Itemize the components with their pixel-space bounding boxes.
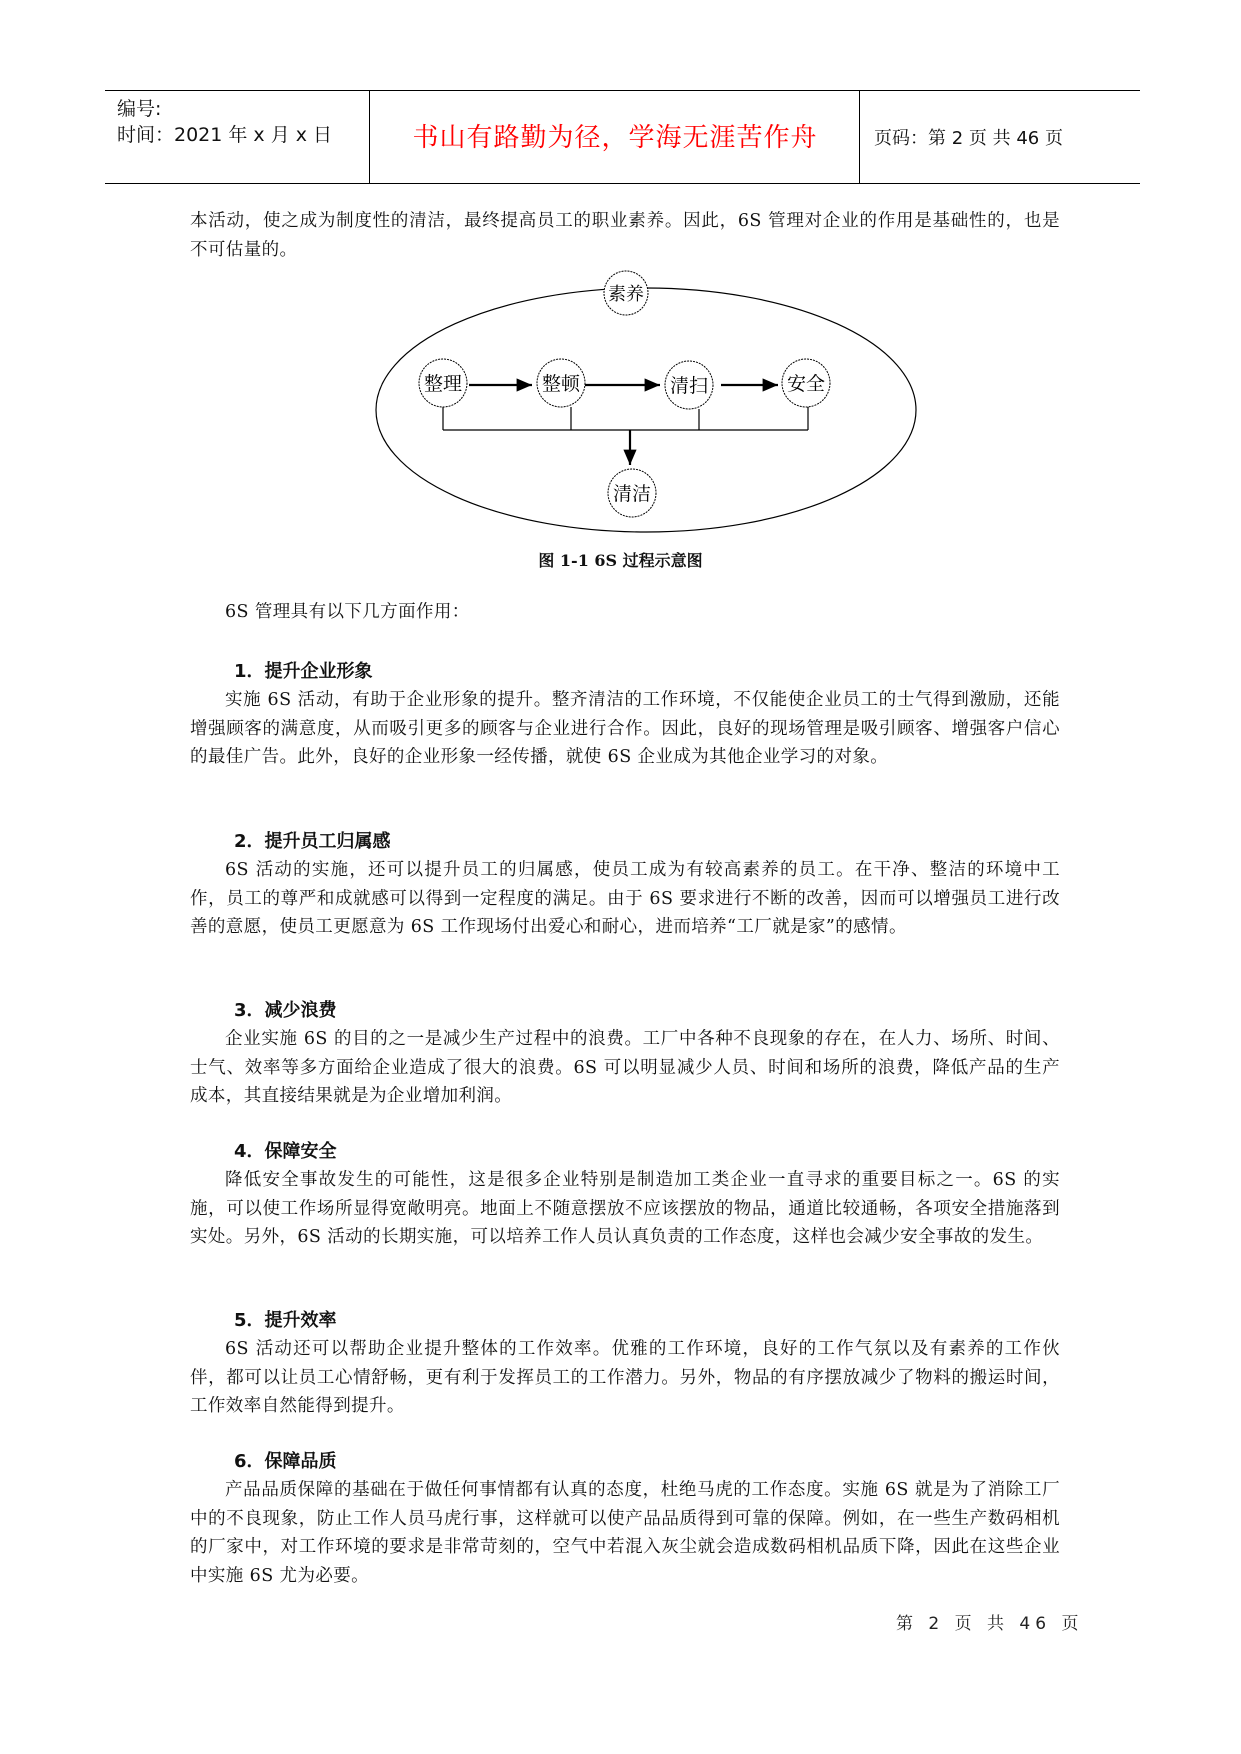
section-body: 6S 活动还可以帮助企业提升整体的工作效率。优雅的工作环境，良好的工作气氛以及有素养的工作伙伴，都可以让员工心情舒畅，更有利于发挥员工的工作潜力。另外，物品的有序摆放减少了物料的搬运时间，工作效率自然能得到提升。 <box>190 1339 1060 1416</box>
section-heading: 5．提升效率 <box>234 1310 337 1331</box>
section-heading: 3．减少浪费 <box>234 1000 337 1021</box>
node-zhengdun <box>537 359 585 407</box>
lead-paragraph: 6S 管理具有以下几方面作用： <box>225 602 470 622</box>
section-body: 降低安全事故发生的可能性，这是很多企业特别是制造加工类企业一直寻求的重要目标之一。6S 的实施，可以使工作场所显得宽敞明亮。地面上不随意摆放不应该摆放的物品，通道比较通畅，各项安全措施落到实处。另外，6S 活动的长期实施，可以培养工作人员认真负责的工作态度，这样也会减少安全事故的发生。 <box>190 1170 1060 1247</box>
section-body: 6S 活动的实施，还可以提升员工的归属感，使员工成为有较高素养的员工。在干净、整洁的环境中工作，员工的尊严和成就感可以得到一定程度的满足。由于 6S 要求进行不断的改善，因而可以增强员工进行改善的意愿，使员工更愿意为 6S 工作现场付出爱心和耐心，进而培养“工厂就是家”的感情。 <box>190 860 1060 937</box>
figure-caption: 图 1-1 6S 过程示意图 <box>538 551 703 570</box>
section-heading: 1．提升企业形象 <box>234 661 373 682</box>
six-s-process-diagram <box>365 265 925 555</box>
section-body: 产品品质保障的基础在于做任何事情都有认真的态度，杜绝马虎的工作态度。实施 6S 就是为了消除工厂中的不良现象，防止工作人员马虎行事，这样就可以使产品品质得到可靠的保障。例如，在一些生产数码相机的厂家中，对工作环境的要求是非常苛刻的，空气中若混入灰尘就会造成数码相机品质下降，因此在这些企业中实施 6S 尤为必要。 <box>190 1480 1060 1586</box>
page-footer: 第 2 页 共 46 页 <box>896 1614 1084 1634</box>
node-label-qingsao: 清扫 <box>669 375 709 397</box>
section-6 <box>190 1448 1060 1590</box>
header-meta-cell <box>105 91 369 183</box>
section-4 <box>190 1138 1060 1252</box>
node-anquan <box>782 359 830 407</box>
section-body: 企业实施 6S 的目的之一是减少生产过程中的浪费。工厂中各种不良现象的存在，在人力、场所、时间、士气、效率等多方面给企业造成了很大的浪费。6S 可以明显减少人员、时间和场所的浪费，降低产品的生产成本，其直接结果就是为企业增加利润。 <box>190 1029 1060 1106</box>
section-heading: 6．保障品质 <box>234 1451 337 1472</box>
section-3 <box>190 997 1060 1111</box>
node-qingsao <box>665 361 713 409</box>
intro-paragraph: 本活动，使之成为制度性的清洁，最终提高员工的职业素养。因此，6S 管理对企业的作用是基础性的，也是不可估量的。 <box>190 211 1060 260</box>
document-number-label: 编号: <box>117 98 162 120</box>
connector-bus <box>443 407 808 430</box>
node-label-anquan: 安全 <box>786 373 826 395</box>
section-heading: 2．提升员工归属感 <box>234 831 391 852</box>
section-body: 实施 6S 活动，有助于企业形象的提升。整齐清洁的工作环境，不仅能使企业员工的士气得到激励，还能增强顾客的满意度，从而吸引更多的顾客与企业进行合作。因此，良好的现场管理是吸引顾客、增强客户信心的最佳广告。此外，良好的企业形象一经传播，就使 6S 企业成为其他企业学习的对象。 <box>190 690 1060 767</box>
node-qingjie <box>608 469 656 517</box>
section-5 <box>190 1307 1060 1421</box>
header-motto: 书山有路勤为径，学海无涯苦作舟 <box>412 123 818 153</box>
section-1 <box>190 658 1060 772</box>
section-heading: 4．保障安全 <box>234 1141 337 1162</box>
page-header <box>105 90 1140 184</box>
lead-block <box>190 598 1060 627</box>
node-label-qingjie: 清洁 <box>612 483 652 505</box>
header-motto-cell <box>369 91 860 183</box>
header-page-number: 页码：第 2 页 共 46 页 <box>874 128 1063 149</box>
node-zhengli <box>419 359 467 407</box>
node-label-zhengli: 整理 <box>423 373 463 395</box>
node-label-suyang: 素养 <box>608 284 644 305</box>
section-2 <box>190 828 1060 942</box>
node-label-zhengdun: 整顿 <box>541 373 581 395</box>
intro-block <box>190 207 1060 264</box>
document-date-label: 时间：2021 年 x 月 x 日 <box>117 124 333 146</box>
header-page-cell <box>859 91 1140 183</box>
